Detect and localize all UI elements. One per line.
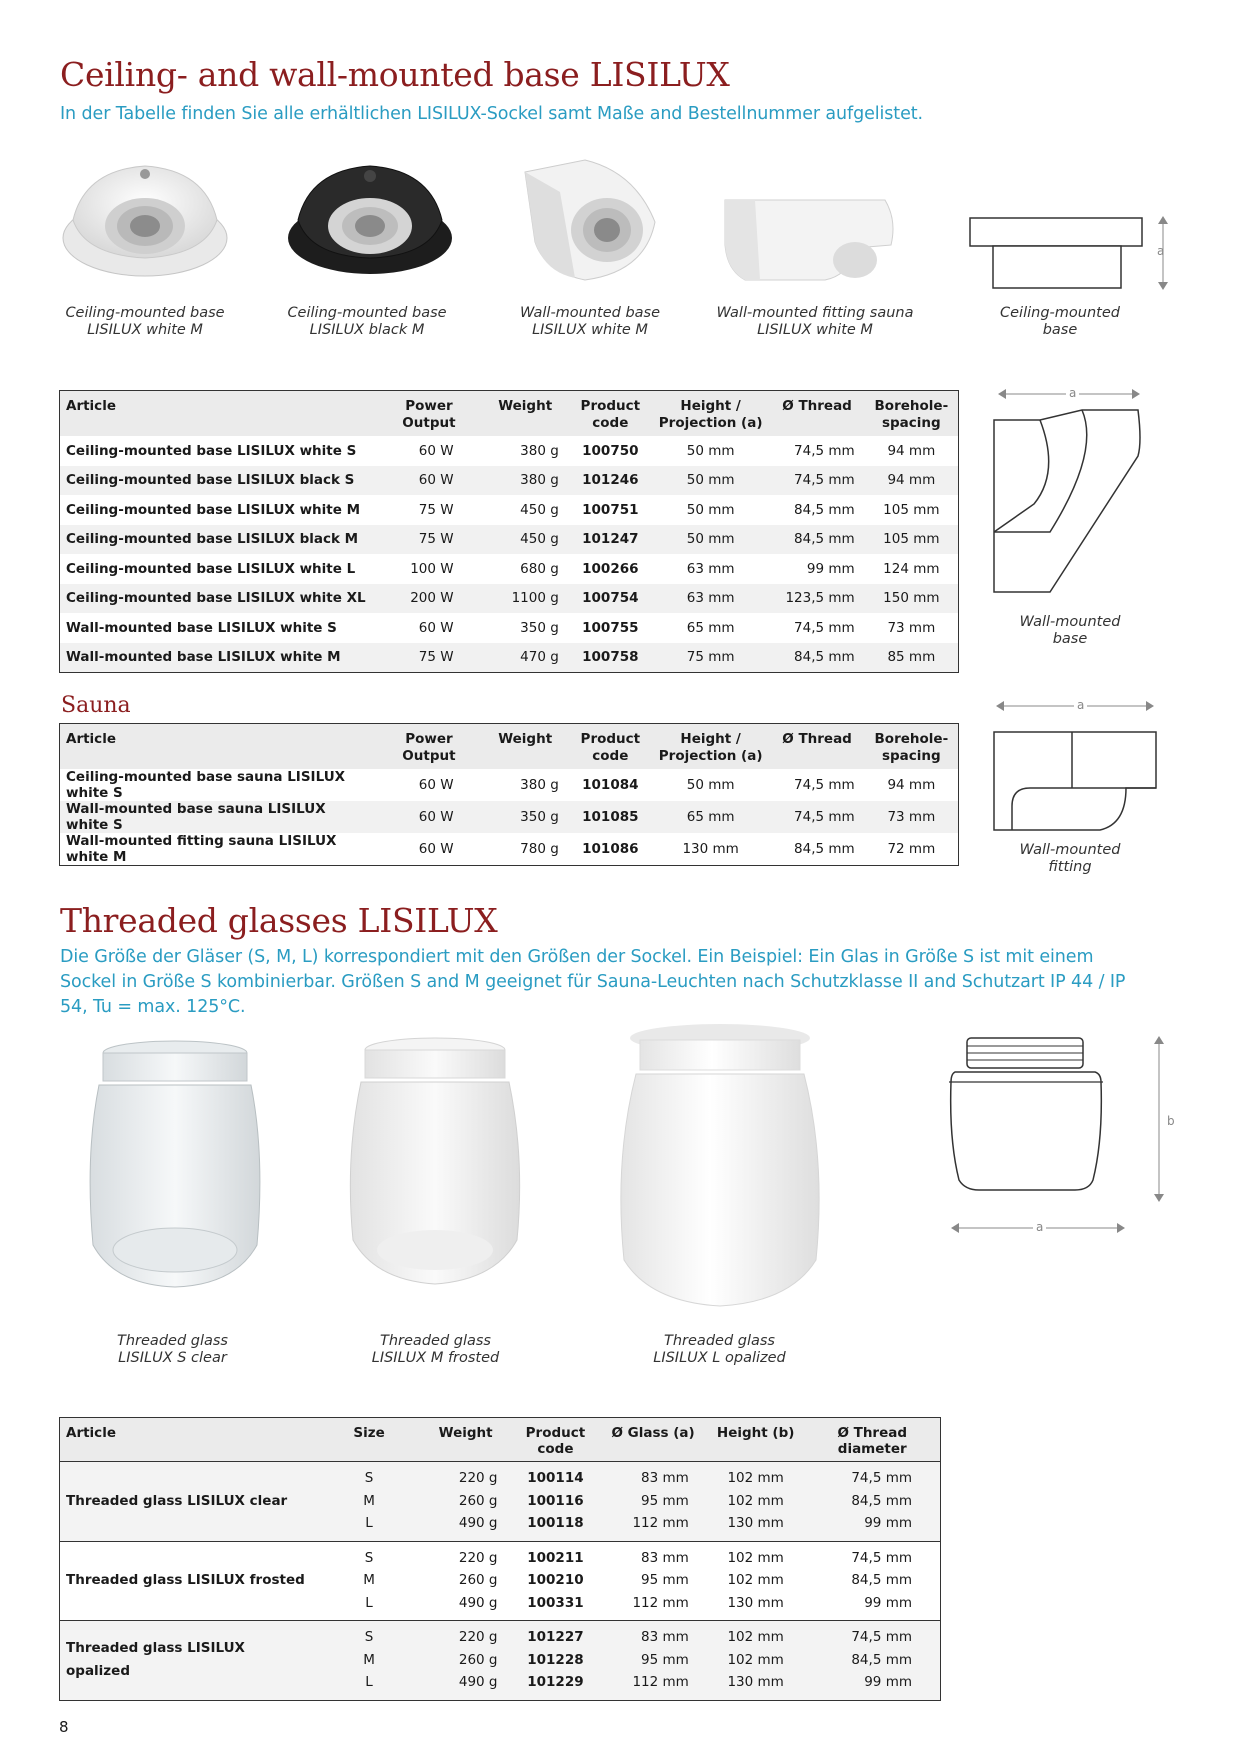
col-weight: Weight [482,391,569,437]
glass-thread-value: 74,5 mm [851,1549,912,1566]
caption-glass-frosted: Threaded glass LISILUX M frosted [371,1333,500,1366]
base-table-cell: 450 g [520,501,559,518]
sauna-table-cell: 130 mm [682,841,739,857]
base-table-cell: 74,5 mm [794,442,855,459]
glass-glass-value: 112 mm [632,1594,689,1611]
glass-sizes-cell [318,1541,419,1621]
base-table-cell: 100 W [410,560,454,577]
caption-ceiling-diagram: Ceiling-mounted base [1000,305,1120,338]
base-table-cell: 63 mm [686,560,735,577]
glass-height-cell [707,1541,805,1621]
glass-thread-value: 84,5 mm [851,1572,912,1588]
base-table-cell: 75 W [376,643,481,673]
base-table-cell: 100758 [569,643,652,673]
wall-fitting-diagram [990,696,1160,836]
base-table-cell: 101247 [569,525,652,555]
sauna-col-article: Article [60,724,377,770]
base-table-cell: 84,5 mm [769,525,864,555]
sauna-table-cell: 74,5 mm [794,777,855,793]
base-table-cell: 100755 [582,619,639,636]
base-table-cell: 94 mm [887,442,936,459]
glass-col-thread: Ø Thread diameter [804,1418,940,1462]
sauna-table-cell: 60 W [376,801,481,833]
glass-thread-value: 99 mm [864,1594,912,1611]
glass-sizes-value: L [365,1515,373,1531]
glass-col-weight: Weight [420,1418,512,1462]
base-table-cell: 380 g [482,466,569,496]
sauna-table-cell: 101086 [582,841,639,857]
sauna-table-row [60,833,959,866]
base-table-cell: 200 W [376,584,481,614]
glass-codes-cell [512,1621,600,1701]
sauna-table-cell: 101085 [569,801,652,833]
base-table-cell: 101246 [569,466,652,496]
base-table-row [60,613,959,643]
glass-col-code: Product code [512,1418,600,1462]
glass-diagram-dim-b: b [1167,1114,1175,1128]
sauna-col-power: Power Output [376,724,481,770]
col-power: Power Output [376,391,481,437]
base-table-cell: Ceiling-mounted base LISILUX white M [66,501,361,518]
base-table-cell: 50 mm [686,501,735,518]
glass-thread-value: 99 mm [864,1674,912,1690]
base-section-title: Ceiling- and wall-mounted base LISILUX [60,55,730,94]
glass-opalized-photo [600,1020,840,1310]
glass-glass-value: 95 mm [641,1572,689,1588]
base-table-cell: 73 mm [887,619,936,636]
sauna-table-cell: 50 mm [686,777,735,793]
sauna-table-cell: 74,5 mm [769,801,864,833]
glass-table-row [60,1462,941,1542]
glass-col-glass: Ø Glass (a) [599,1418,706,1462]
sauna-table-cell: 84,5 mm [794,841,855,857]
ceiling-diagram-dim-label: a [1157,244,1165,258]
glass-sizes-value: S [364,1549,374,1566]
base-table-cell: Wall-mounted base LISILUX white M [60,643,377,673]
base-table-cell: 100750 [582,442,639,459]
sauna-table-row [60,769,959,801]
glass-weights-value: 260 g [458,1572,498,1588]
glass-glass-value: 112 mm [632,1515,689,1531]
base-table-cell: Ceiling-mounted base LISILUX black S [60,466,377,496]
glass-codes-value: 100114 [527,1470,584,1486]
glass-table-row [60,1541,941,1621]
glass-weights-value: 220 g [458,1470,498,1486]
glass-height-value: 102 mm [727,1470,784,1486]
sauna-table-cell: Ceiling-mounted base sauna LISILUX white S [66,769,346,801]
glass-weights-cell [420,1621,512,1701]
ceiling-base-white-photo [55,160,235,285]
glass-diagram [945,1030,1185,1250]
sauna-table-cell: 72 mm [887,841,936,857]
base-table-cell: Ceiling-mounted base LISILUX black M [60,525,377,555]
glass-section-intro: Die Größe der Gläser (S, M, L) korrespondiert mit den Größen der Sockel. Ein Beispiel: Ein Glas in Größe S ist mit einem Sockel in Größe S kombinierbar. Größen S and M geeignet für Sauna-Leuchten nach Schutzklasse II and Schutzart IP 44 / IP 54, Tu = max. 125°C. [60,947,1126,1017]
glass-glass-cell [599,1541,706,1621]
base-table-cell: 380 g [520,442,559,459]
glass-codes-value: 101229 [527,1674,584,1690]
base-table-row [60,643,959,673]
glass-article-name: Threaded glass LISILUX frosted [60,1541,319,1621]
base-table-row [60,554,959,584]
glass-glass-cell [599,1621,706,1701]
ceiling-base-diagram [965,210,1180,295]
glass-codes-value: 100116 [527,1492,584,1509]
base-table-row [60,584,959,614]
glass-weights-cell [420,1462,512,1542]
base-table-cell: Wall-mounted base LISILUX white S [66,619,337,636]
base-table-cell: 150 mm [865,584,959,614]
glass-weights-value: 260 g [458,1651,498,1668]
glass-sizes-value: L [365,1674,373,1690]
caption-ceiling-black: Ceiling-mounted base LISILUX black M [287,305,447,338]
glass-codes-value: 100210 [527,1572,584,1588]
col-code: Product code [569,391,652,437]
glass-height-value: 130 mm [727,1594,784,1611]
base-table-cell: 100266 [582,560,639,577]
glass-height-value: 130 mm [727,1674,784,1690]
glass-height-value: 102 mm [727,1629,784,1645]
glass-thread-value: 74,5 mm [851,1470,912,1486]
glass-sizes-value: L [365,1594,373,1611]
base-table-cell: 124 mm [883,560,940,577]
base-table-row [60,466,959,496]
glass-section-title: Threaded glasses LISILUX [60,901,498,940]
wall-diagram-dim-label: a [1066,386,1079,400]
glass-height-value: 102 mm [727,1651,784,1668]
caption-glass-opalized: Threaded glass LISILUX L opalized [653,1333,786,1366]
sauna-col-thread: Ø Thread [769,724,864,770]
glass-glass-value: 95 mm [641,1651,689,1668]
glass-glass-cell [599,1462,706,1542]
base-table-cell: 470 g [482,643,569,673]
glass-thread-value: 84,5 mm [851,1651,912,1668]
glass-thread-value: 84,5 mm [851,1492,912,1509]
base-table-cell: 100754 [569,584,652,614]
glass-height-cell [707,1621,805,1701]
glass-table [59,1417,941,1701]
base-table-cell: 85 mm [865,643,959,673]
glass-glass-value: 112 mm [632,1674,689,1690]
glass-codes-value: 101228 [527,1651,584,1668]
col-thread: Ø Thread [769,391,864,437]
base-table-cell: 350 g [520,619,559,636]
base-table-cell: 105 mm [865,525,959,555]
glass-glass-value: 83 mm [641,1470,689,1486]
glass-diagram-dim-a: a [1033,1220,1046,1234]
sauna-table-cell: 101084 [582,777,639,793]
sauna-col-borehole: Borehole- spacing [865,724,959,770]
glass-article-name: Threaded glass LISILUX clear [60,1462,319,1542]
page-number: 8 [59,1718,69,1736]
base-table-cell: 75 W [418,501,454,518]
base-table-cell: 50 mm [652,466,770,496]
glass-codes-value: 100211 [527,1549,584,1566]
sauna-col-height: Height / Projection (a) [652,724,770,770]
sauna-table-cell: 60 W [418,841,454,857]
base-table-cell: 74,5 mm [794,619,855,636]
glass-sizes-value: M [363,1651,375,1668]
base-table-cell: 94 mm [865,466,959,496]
glass-sizes-value: M [363,1572,375,1588]
glass-sizes-value: S [364,1470,374,1486]
glass-height-value: 102 mm [727,1492,784,1509]
glass-frosted-photo [335,1028,535,1293]
sauna-table-cell: 350 g [482,801,569,833]
glass-sizes-cell [318,1621,419,1701]
glass-sizes-cell [318,1462,419,1542]
sauna-title: Sauna [61,693,131,718]
glass-glass-value: 83 mm [641,1549,689,1566]
base-table-cell: 50 mm [686,442,735,459]
base-table-cell: 105 mm [883,501,940,518]
glass-weights-value: 490 g [458,1594,498,1611]
base-table-cell: 680 g [520,560,559,577]
sauna-table [59,723,959,866]
base-section-intro: In der Tabelle finden Sie alle erhältlichen LISILUX-Sockel samt Maße and Bestellnummer aufgelistet. [60,104,923,124]
glass-sizes-value: M [363,1492,375,1509]
base-table-cell: 60 W [418,619,454,636]
glass-weights-value: 490 g [458,1674,498,1690]
glass-codes-value: 100331 [527,1594,584,1611]
glass-col-height: Height (b) [707,1418,805,1462]
col-article: Article [60,391,377,437]
glass-thread-value: 99 mm [864,1515,912,1531]
base-table-cell: 75 W [376,525,481,555]
sauna-table-cell: 60 W [418,777,454,793]
glass-table-row [60,1621,941,1701]
base-table-cell: 74,5 mm [769,466,864,496]
glass-col-size: Size [318,1418,419,1462]
glass-height-cell [707,1462,805,1542]
base-table-cell: Ceiling-mounted base LISILUX white S [66,442,357,459]
glass-height-value: 102 mm [727,1572,784,1588]
base-table-cell: 65 mm [686,619,735,636]
wall-base-diagram [990,382,1150,602]
base-table-cell: 1100 g [482,584,569,614]
base-table-cell: 84,5 mm [769,643,864,673]
base-table-cell: 63 mm [652,584,770,614]
glass-height-value: 130 mm [727,1515,784,1531]
glass-clear-photo [75,1035,275,1295]
glass-article-name: Threaded glass LISILUX opalized [60,1621,319,1701]
glass-codes-value: 101227 [527,1629,584,1645]
col-height: Height / Projection (a) [652,391,770,437]
sauna-table-cell: Wall-mounted base sauna LISILUX white S [60,801,377,833]
sauna-table-cell: 380 g [520,777,559,793]
glass-thread-value: 74,5 mm [851,1629,912,1645]
glass-codes-value: 100118 [527,1515,584,1531]
ceiling-base-black-photo [280,158,460,283]
glass-weights-value: 260 g [458,1492,498,1509]
base-table-cell: Ceiling-mounted base LISILUX white XL [60,584,377,614]
glass-weights-cell [420,1541,512,1621]
base-table-cell: 60 W [376,466,481,496]
wall-base-white-photo [515,152,665,287]
base-table-cell: 100751 [582,501,639,518]
base-table-cell: Ceiling-mounted base LISILUX white L [66,560,356,577]
sauna-table-cell: Wall-mounted fitting sauna LISILUX white M [66,833,337,865]
sauna-table-cell: 73 mm [865,801,959,833]
sauna-col-weight: Weight [482,724,569,770]
base-table [59,390,959,673]
wall-fitting-sauna-photo [715,190,900,290]
fitting-diagram-dim-label: a [1074,698,1087,712]
glass-sizes-value: S [364,1629,374,1645]
sauna-col-code: Product code [569,724,652,770]
glass-thread-cell [804,1541,940,1621]
base-table-cell: 60 W [418,442,454,459]
sauna-table-cell: 780 g [520,841,559,857]
sauna-table-row [60,801,959,833]
base-table-row [60,525,959,555]
sauna-table-cell: 65 mm [652,801,770,833]
glass-thread-cell [804,1462,940,1542]
base-table-cell: 50 mm [652,525,770,555]
base-table-cell: 99 mm [806,560,855,577]
caption-wall-white: Wall-mounted base LISILUX white M [519,305,661,338]
caption-fitting-diagram: Wall-mounted fitting [1019,842,1121,875]
sauna-table-cell: 94 mm [887,777,936,793]
glass-weights-value: 220 g [458,1629,498,1645]
caption-wall-diagram: Wall-mounted base [1019,614,1121,647]
glass-codes-cell [512,1462,600,1542]
base-table-cell: 75 mm [652,643,770,673]
base-table-cell: 84,5 mm [794,501,855,518]
glass-glass-value: 83 mm [641,1629,689,1645]
glass-height-value: 102 mm [727,1549,784,1566]
col-borehole: Borehole- spacing [865,391,959,437]
caption-ceiling-white: Ceiling-mounted base LISILUX white M [65,305,225,338]
base-table-row [60,436,959,466]
base-table-cell: 123,5 mm [769,584,864,614]
glass-glass-value: 95 mm [641,1492,689,1509]
caption-wall-fitting-sauna: Wall-mounted fitting sauna LISILUX white M [716,305,914,338]
glass-codes-cell [512,1541,600,1621]
glass-thread-cell [804,1621,940,1701]
glass-weights-value: 490 g [458,1515,498,1531]
base-table-cell: 450 g [482,525,569,555]
glass-col-article: Article [60,1418,319,1462]
caption-glass-clear: Threaded glass LISILUX S clear [117,1333,228,1366]
glass-weights-value: 220 g [458,1549,498,1566]
base-table-row [60,495,959,525]
